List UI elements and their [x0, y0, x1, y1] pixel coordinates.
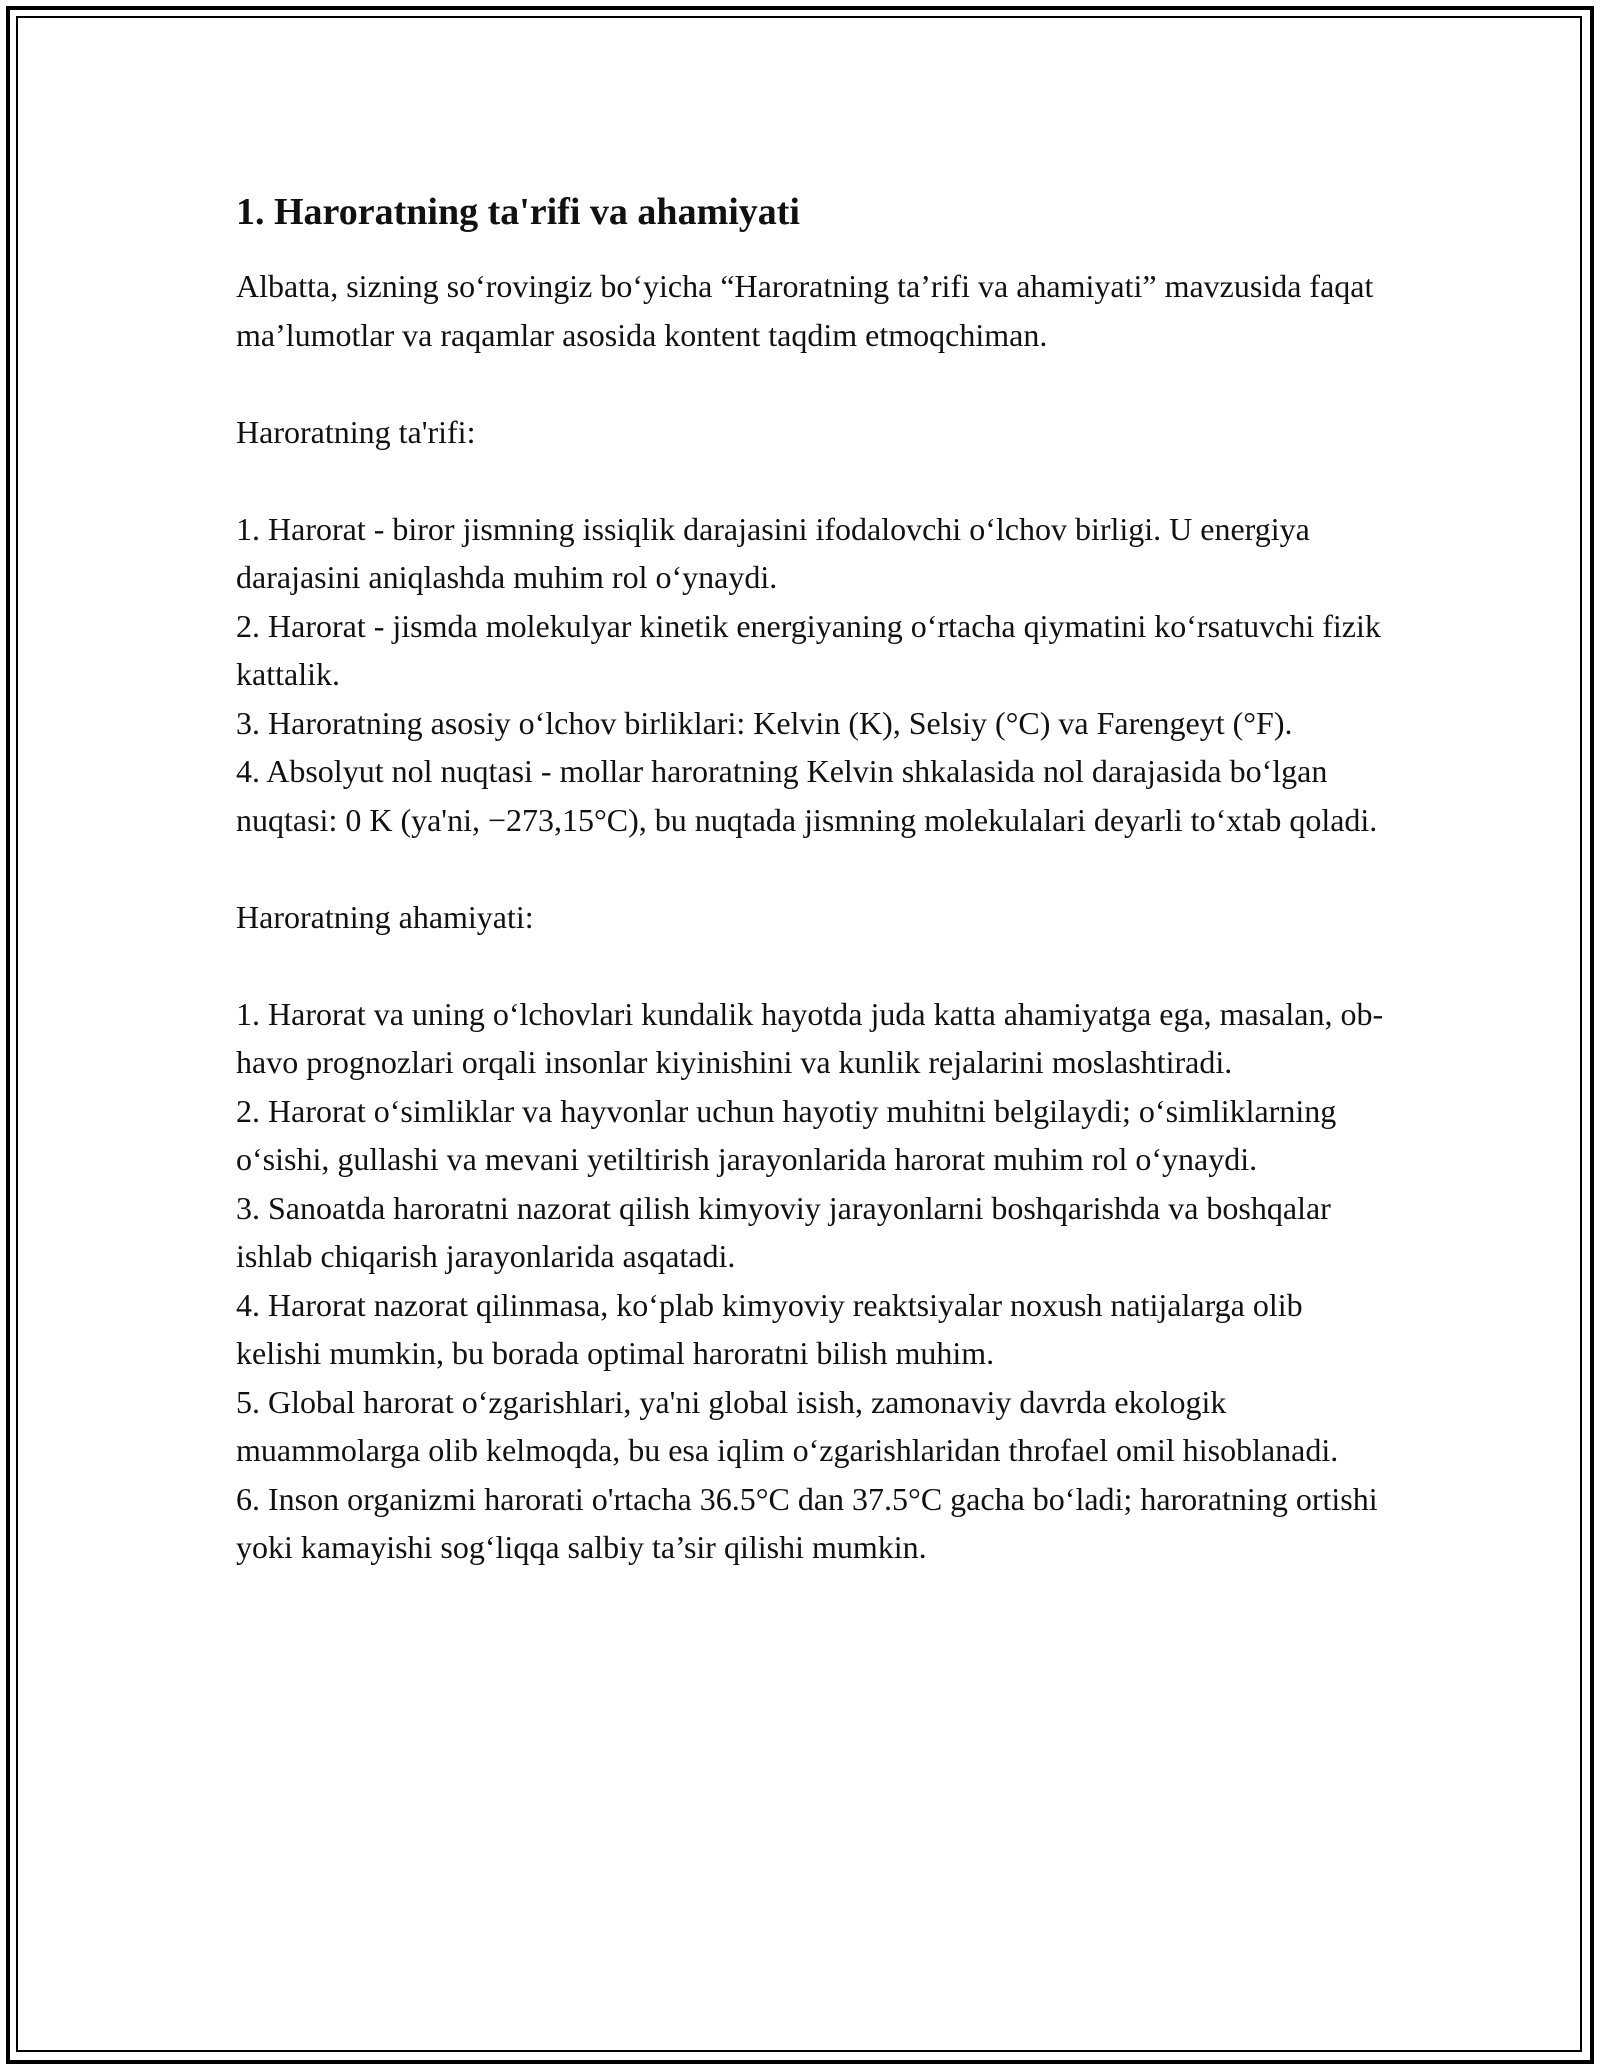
definition-item: 4. Absolyut nol nuqtasi - mollar haroratning Kelvin shkalasida nol darajasida bo‘lgan nuqtasi: 0 K (ya'ni, −273,15°C), bu nuqtada jismning molekulalari deyarli to‘xtab qoladi. — [236, 753, 1378, 838]
importance-item: 4. Harorat nazorat qilinmasa, ko‘plab kimyoviy reaktsiyalar noxush natijalarga olib kelishi mumkin, bu borada optimal haroratni bilish muhim. — [236, 1286, 1303, 1371]
definition-heading: Haroratning ta'rifi: — [236, 413, 476, 450]
document-page — [236, 186, 1386, 1572]
definition-item: 1. Harorat - biror jismning issiqlik darajasini ifodalovchi o‘lchov birligi. U energiya darajasini aniqlashda muhim rol o‘ynaydi. — [236, 510, 1310, 595]
document-title: 1. Haroratning ta'rifi va ahamiyati — [236, 191, 800, 233]
spacer — [236, 359, 1386, 408]
importance-item: 6. Inson organizmi harorati o'rtacha 36.5°C dan 37.5°C gacha bo‘ladi; haroratning ortishi yoki kamayishi sog‘liqqa salbiy ta’sir qilishi mumkin. — [236, 1480, 1378, 1565]
definition-item: 2. Harorat - jismda molekulyar kinetik energiyaning o‘rtacha qiymatini ko‘rsatuvchi fizik kattalik. — [236, 607, 1381, 692]
importance-item: 3. Sanoatda haroratni nazorat qilish kimyoviy jarayonlarni boshqarishda va boshqalar ishlab chiqarish jarayonlarida asqatadi. — [236, 1189, 1331, 1274]
spacer — [236, 456, 1386, 505]
spacer — [236, 941, 1386, 990]
spacer — [236, 844, 1386, 893]
definition-item: 3. Haroratning asosiy o‘lchov birliklari: Kelvin (K), Selsiy (°C) va Farengeyt (°F). — [236, 704, 1293, 741]
importance-item: 5. Global harorat o‘zgarishlari, ya'ni global isish, zamonaviy davrda ekologik muammolarga olib kelmoqda, bu esa iqlim o‘zgarishlaridan throfael omil hisoblanadi. — [236, 1383, 1339, 1468]
importance-item: 2. Harorat o‘simliklar va hayvonlar uchun hayotiy muhitni belgilaydi; o‘simliklarning o‘sishi, gullashi va mevani yetiltirish jarayonlarida harorat muhim rol o‘ynaydi. — [236, 1092, 1337, 1177]
intro-paragraph: Albatta, sizning so‘rovingiz bo‘yicha “Haroratning ta’rifi va ahamiyati” mavzusida faqat ma’lumotlar va raqamlar asosida kontent taqdim etmoqchiman. — [236, 268, 1374, 353]
importance-heading: Haroratning ahamiyati: — [236, 898, 534, 935]
importance-item: 1. Harorat va uning o‘lchovlari kundalik hayotda juda katta ahamiyatga ega, masalan, ob-havo prognozlari orqali insonlar kiyinishini va kunlik rejalarini moslashtiradi. — [236, 995, 1384, 1080]
